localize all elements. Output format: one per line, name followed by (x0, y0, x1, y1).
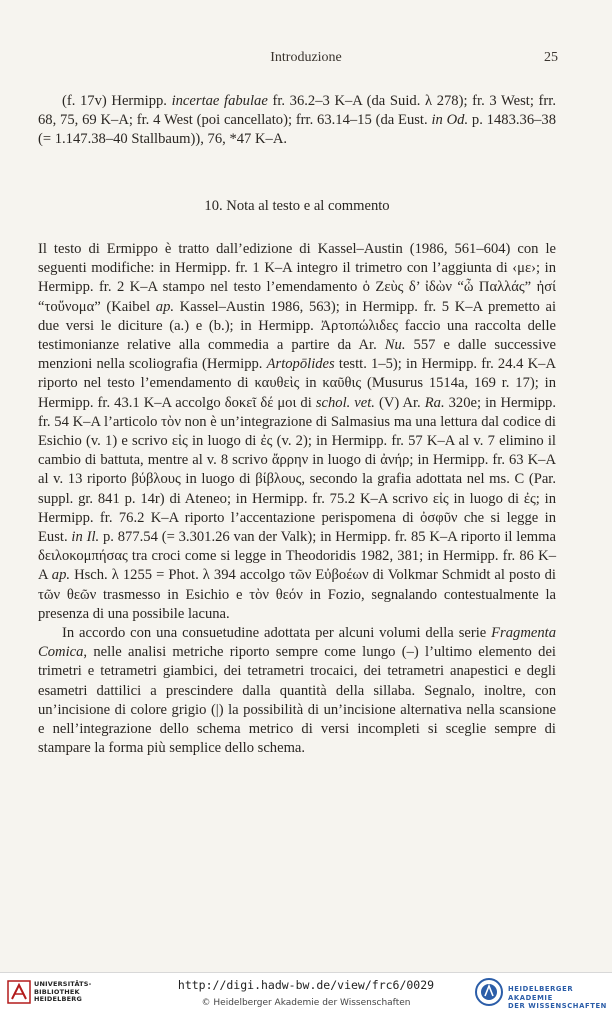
page-number: 25 (544, 50, 558, 65)
section-heading: 10. Nota al testo e al commento (204, 198, 390, 214)
academy-seal-icon[interactable] (474, 977, 504, 1007)
continuation-paragraph: (f. 17v) Hermipp. incertae fabulae fr. 36.2–3 K–A (da Suid. λ 278); fr. 3 West; frr. 68, 75, 69 K–A; fr. 4 West (poi cancellato); frr. 63.14–15 (da Eust. in Od. p. 1483.36–38 (= 1.147.38–40 Stallbaum)), 76, *47 K–A. (38, 93, 557, 148)
copyright-notice: © Heidelberger Akademie der Wissenschaften (201, 998, 411, 1008)
permalink-url[interactable]: http://digi.hadw-bw.de/view/frc6/0029 (177, 978, 435, 992)
viewer-footer (0, 972, 612, 1017)
running-head (38, 50, 574, 70)
academy-name[interactable]: HEIDELBERGER AKADEMIE DER WISSENSCHAFTEN (508, 985, 607, 1010)
university-library-name[interactable]: UNIVERSITÄTS- BIBLIOTHEK HEIDELBERG (34, 980, 92, 1003)
main-text (38, 240, 556, 758)
running-title: Introduzione (270, 50, 342, 65)
paragraph-modifications: Il testo di Ermippo è tratto dall’edizione di Kassel–Austin (1986, 561–604) con le seguenti modifiche: in Hermipp. fr. 1 K–A integro il trimetro con l’aggiunta di ‹με›; in Hermipp. fr. 2 K–A stampo nel testo l’emendamento ὁ Ζεὺς δ’ ἰδὼν “ὦ Παλλάς” ἠσί “τοὔνομα” (Kaibel ap. Kassel–Austin 1986, 563); in Hermipp. fr. 5 K–A premetto ai due versi le diciture (a.) e (b.); in Hermipp. Ἀρτοπώλιδες faccio una raccolta delle testimonianze relative alla commedia a partire da Ar. Nu. 557 e dalle successive menzioni nella scoliografia (Hermipp. Artopōlides testt. 1–5); in Hermipp. fr. 24.4 K–A riporto nel testo l’emendamento di καυθεὶς in καῦθις (Musurus 1514a, 169 r. 17); in Hermipp. fr. 43.1 K–A accolgo δοκεῖ δέ μοι di schol. vet. (V) Ar. Ra. 320e; in Hermipp. fr. 54 K–A l’articolo τὸν non è un’integrazione di Salmasius ma una lettura dal codice di Esichio (v. 1) e scrivo εἰς in luogo di ἐς (v. 2); in Hermipp. fr. 57 K–A al v. 7 elimino il cambio di battuta, mentre al v. 8 scrivo ἄρρην in luogo di ἀνήρ; in Hermipp. fr. 63 K–A al v. 13 riporto βύβλους in luogo di βίβλους, secondo la grafia adottata nel ms. C (Par. suppl. gr. 841 p. 14r) di Ateneo; in Hermipp. fr. 75.2 K–A scrivo εἰς in luogo di ἐς; in Hermipp. fr. 76.2 K–A riporto l’accentazione perispomena di ὀσφῦν che si legge in Eust. in Il. p. 877.54 (= 3.301.26 van der Valk); in Hermipp. fr. 85 K–A riporto il lemma δειλοκομπήσας tra croci come si legge in Theodoridis 1982, 381; in Hermipp. fr. 86 K–A ap. Hsch. λ 1255 = Phot. λ 394 accolgo τῶν Εὐβοέων di Volkmar Schmidt al posto di τῶν θεῶν trasmesso in Esichio e τὸν θεόν in Fozio, segnalando contestualmente la presenza di una possibile lacuna. (38, 241, 557, 622)
paragraph-metrics: In accordo con una consuetudine adottata per alcuni volumi della serie Fragmenta Comica, nelle analisi metriche riporto sempre come lungo (–) l’ultimo elemento dei trimetri e tetrametri giambici, dei tetrametri trocaici, dei tetrametri anapestici e degli esametri dattilici a prescindere dalla quantità della sillaba. Segnalo, inoltre, con un’incisione di colore grigio (|) la possibilità di un’incisione alternativa nella scansione e nell’integrazione dello schema metrico di versi incompleti si sceglie sempre di stampare la forma più semplice dello schema. (38, 625, 556, 757)
